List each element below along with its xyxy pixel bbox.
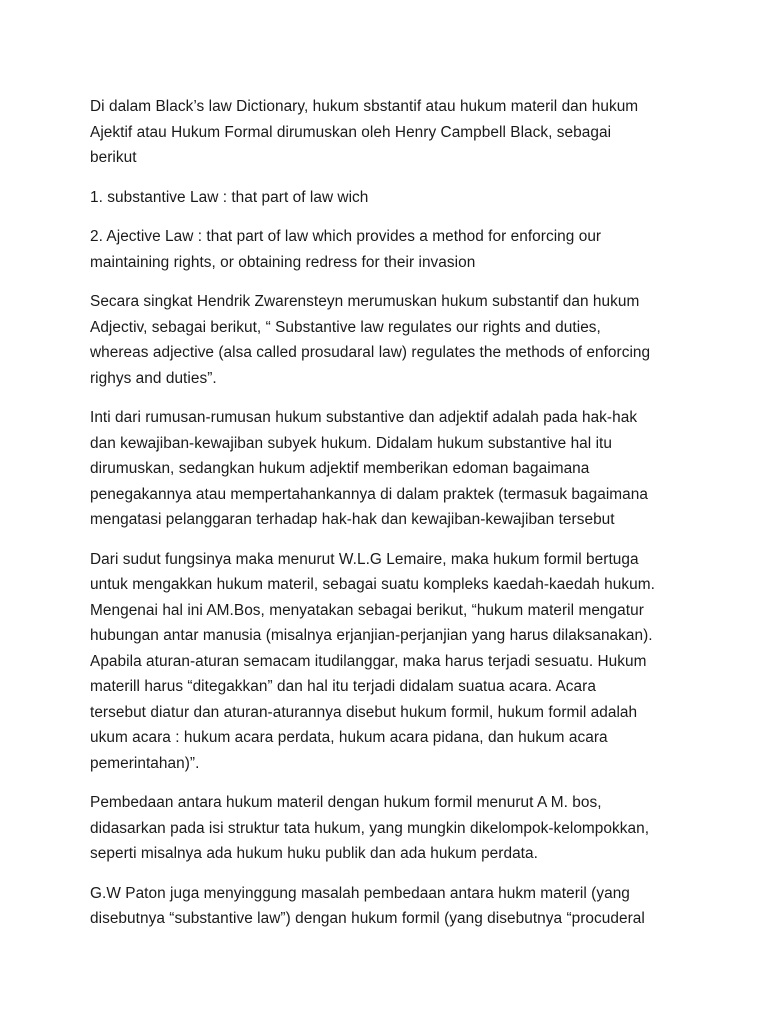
text-line: materill harus “ditegakkan” dan hal itu terjadi didalam suatua acara. Acara [90, 678, 596, 695]
text-line: G.W Paton juga menyinggung masalah pembedaan antara hukm materil (yang [90, 884, 630, 902]
paragraph-lemaire [90, 547, 688, 777]
text-line: seperti misalnya ada hukum huku publik dan ada hukum perdata. [90, 845, 538, 862]
text-line: pemerintahan)”. [90, 754, 200, 772]
text-line: Ajektif atau Hukum Formal dirumuskan oleh Henry Campbell Black, sebagai [90, 123, 612, 141]
text-line: Apabila aturan-aturan semacam itudilanggar, maka harus terjadi sesuatu. Hukum [90, 652, 647, 670]
text-line: Pembedaan antara hukum materil dengan hukum formil menurut A M. bos, [90, 794, 602, 811]
text-line: maintaining rights, or obtaining redress for their invasion [90, 253, 476, 271]
text-line: Adjectiv, sebagai berikut, “ Substantive law regulates our rights and duties, [90, 318, 601, 336]
text-line: whereas adjective (alsa called prosudaral law) regulates the methods of enforcing [90, 344, 651, 361]
paragraph-item-1 [90, 185, 688, 211]
paragraph-zwarensteyn [90, 289, 688, 391]
text-line: righys and duties”. [90, 369, 217, 387]
text-line: penegakannya atau mempertahankannya di dalam praktek (termasuk bagaimana [90, 485, 649, 503]
paragraph-inti [90, 405, 688, 533]
paragraph-intro [90, 94, 688, 171]
text-line: Dari sudut fungsinya maka menurut W.L.G Lemaire, maka hukum formil bertuga [90, 550, 639, 568]
text-line: didasarkan pada isi struktur tata hukum, yang mungkin dikelompok-kelompokkan, [90, 819, 650, 837]
paragraph-item-2 [90, 224, 688, 275]
text-line: Secara singkat Hendrik Zwarensteyn merumuskan hukum substantif dan hukum [90, 293, 640, 310]
text-line: dirumuskan, sedangkan hukum adjektif memberikan edoman bagaimana [90, 460, 590, 477]
text-line: 1. substantive Law : that part of law wich [90, 188, 369, 206]
text-line: Inti dari rumusan-rumusan hukum substantive dan adjektif adalah pada hak-hak [90, 409, 638, 426]
text-line: mengatasi pelanggaran terhadap hak-hak dan kewajiban-kewajiban tersebut [90, 511, 615, 528]
text-line: Mengenai hal ini AM.Bos, menyatakan sebagai berikut, “hukum materil mengatur [90, 601, 644, 619]
text-line: tersebut diatur dan aturan-aturannya disebut hukum formil, hukum formil adalah [90, 703, 638, 721]
text-line: disebutnya “substantive law”) dengan hukum formil (yang disebutnya “procuderal [90, 910, 645, 927]
text-line: ukum acara : hukum acara perdata, hukum acara pidana, dan hukum acara [90, 729, 608, 746]
text-line: berikut [90, 149, 137, 166]
text-line: dan kewajiban-kewajiban subyek hukum. Didalam hukum substantive hal itu [90, 434, 612, 452]
text-line: Di dalam Black’s law Dictionary, hukum sbstantif atau hukum materil dan hukum [90, 98, 639, 115]
paragraph-paton [90, 881, 688, 932]
text-line: 2. Ajective Law : that part of law which provides a method for enforcing our [90, 228, 602, 245]
paragraph-pembedaan [90, 790, 688, 867]
text-line: untuk mengakkan hukum materil, sebagai suatu kompleks kaedah-kaedah hukum. [90, 576, 655, 593]
text-line: hubungan antar manusia (misalnya erjanjian-perjanjian yang harus dilaksanakan). [90, 627, 653, 644]
